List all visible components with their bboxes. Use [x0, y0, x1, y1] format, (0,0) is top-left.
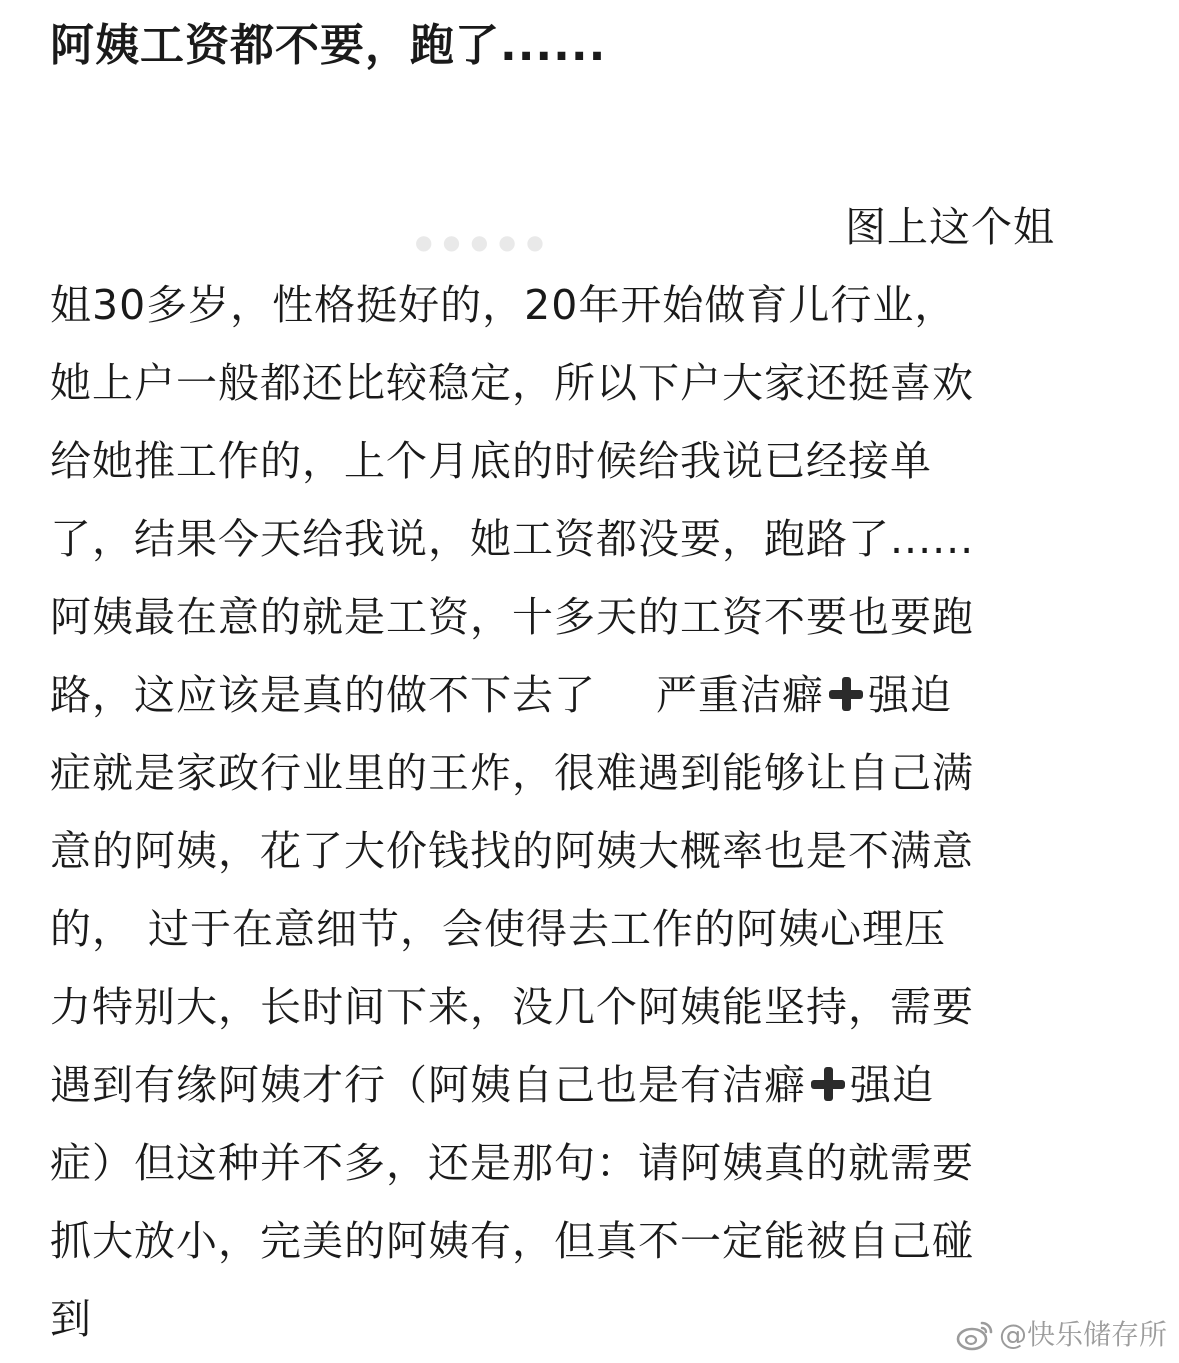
- body-text-segment: 强迫: [868, 671, 952, 719]
- body-line: 的， 过于在意细节，会使得去工作的阿姨心理压: [50, 905, 947, 953]
- body-line: 症就是家政行业里的王炸，很难遇到能够让自己满: [50, 749, 974, 797]
- plus-icon: [828, 676, 864, 712]
- body-line: 给她推工作的，上个月底的时候给我说已经接单: [50, 437, 932, 485]
- body-line: 图上这个姐: [845, 203, 1055, 251]
- watermark-text: @快乐储存所: [998, 1318, 1167, 1351]
- body-line: 意的阿姨，花了大价钱找的阿姨大概率也是不满意: [50, 827, 974, 875]
- body-line: 了，结果今天给我说，她工资都没要，跑路了......: [50, 515, 975, 563]
- body-line: 力特别大，长时间下来，没几个阿姨能坚持，需要: [50, 983, 974, 1031]
- body-text-segment: 强迫: [850, 1061, 934, 1109]
- body-line: 症）但这种并不多，还是那句：请阿姨真的就需要: [50, 1139, 974, 1187]
- body-line-with-icon: [50, 1046, 1140, 1124]
- body-line: 抓大放小，完美的阿姨有，但真不一定能被自己碰: [50, 1217, 974, 1265]
- post-body: [50, 188, 1140, 1358]
- plus-icon: [810, 1066, 846, 1102]
- body-line: 姐30多岁，性格挺好的，20年开始做育儿行业，: [50, 281, 957, 329]
- body-line: 阿姨最在意的就是工资，十多天的工资不要也要跑: [50, 593, 974, 641]
- faint-dots: ● ● ● ● ●: [415, 230, 546, 254]
- body-line: 她上户一般都还比较稳定，所以下户大家还挺喜欢: [50, 359, 974, 407]
- body-line-with-icon: [50, 656, 1140, 734]
- watermark: [955, 1315, 1167, 1355]
- body-text-segment: 路，这应该是真的做不下去了: [50, 671, 596, 719]
- body-line: 到: [50, 1295, 92, 1343]
- body-text-segment: 严重洁癖: [656, 671, 824, 719]
- post-title: 阿姨工资都不要，跑了......: [50, 20, 607, 71]
- weibo-icon: [955, 1317, 995, 1353]
- body-text-segment: 遇到有缘阿姨才行（阿姨自己也是有洁癖: [50, 1061, 806, 1109]
